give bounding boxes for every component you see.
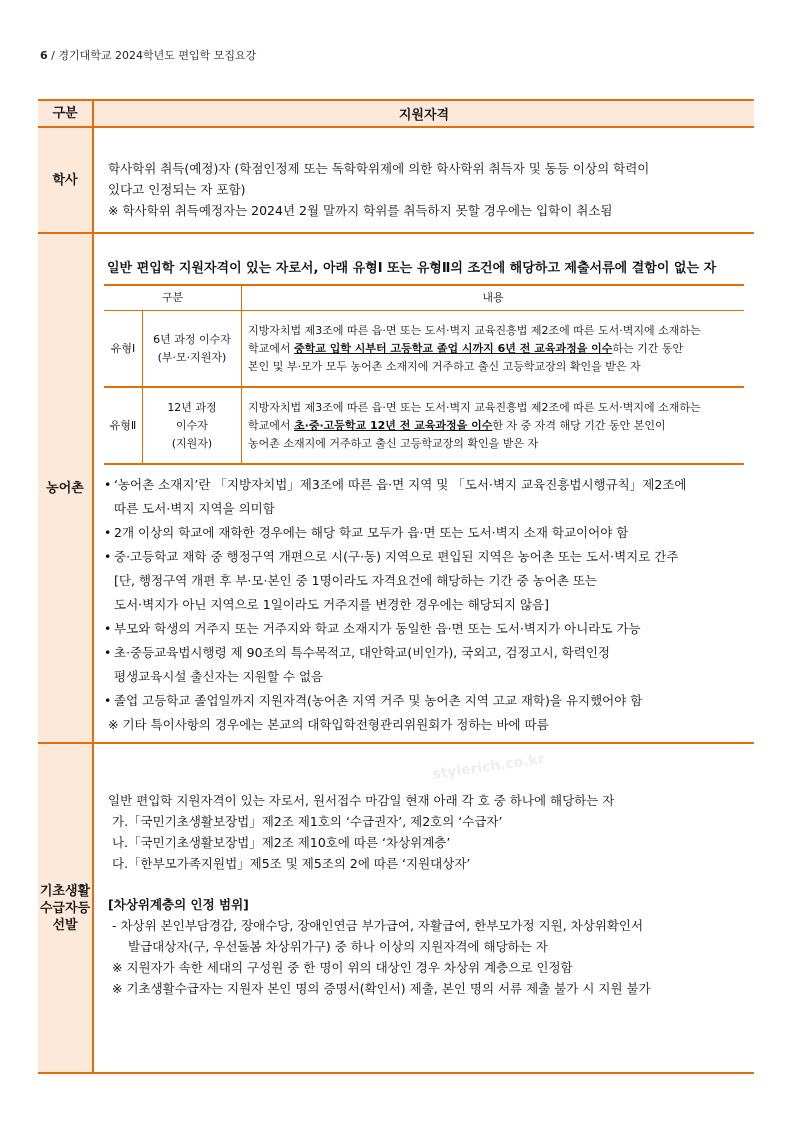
bachelor-line: 있다고 인정되는 자 포함) — [108, 182, 246, 197]
type2-underlined-text: 초·중·고등학교 12년 전 교육과정을 이수 — [294, 418, 493, 432]
type2-line — [248, 417, 738, 435]
near-poverty-heading: [차상위계층의 인정 범위] — [108, 897, 249, 912]
bullet-text: 2개 이상의 학교에 재학한 경우에는 해당 학교 모두가 읍·면 또는 도서·벽지 소재 학교이어야 함 — [114, 525, 629, 540]
basic-livelihood-content — [93, 743, 754, 1073]
type2-line-suffix: 한 자 중 자격 해당 기간 동안 본인이 — [492, 418, 666, 432]
basic-note: ※ 지원자가 속한 세대의 구성원 중 한 명이 위의 대상인 경우 차상위 계층으로 인정함 — [112, 960, 573, 975]
bullet-text: 중·고등학교 재학 중 행정구역 개편으로 시(구·동) 지역으로 편입된 지역은 농어촌 또는 도서·벽지로 간주 — [114, 549, 679, 564]
watermark: stylerich.co.kr — [431, 751, 546, 783]
basic-livelihood-row — [38, 743, 754, 1073]
type2-line: 농어촌 소재지에 거주하고 출신 고등학교장의 확인을 받은 자 — [248, 436, 539, 450]
bullet-continuation — [104, 593, 744, 617]
type2-who-line: 12년 과정 — [167, 400, 217, 414]
rural-content — [93, 233, 754, 783]
bullet-text: 따른 도서·벽지 지역을 의미함 — [114, 501, 275, 516]
rural-lead: 일반 편입학 지원자격이 있는 자로서, 아래 유형Ⅰ 또는 유형Ⅱ의 조건에 해당하고 제출서류에 결함이 없는 자 — [107, 261, 717, 276]
bullet-text: 평생교육시설 출신자는 지원할 수 없음 — [114, 669, 324, 684]
type2-label: 유형Ⅱ — [104, 387, 143, 464]
bachelor-label: 학사 — [38, 127, 93, 233]
bullet-mark: • — [104, 693, 112, 708]
type1-underlined-text: 중학교 입학 시부터 고등학교 졸업 시까지 6년 전 교육과정을 이수 — [294, 341, 613, 355]
bullet-text: ‘농어촌 소재지’란 「지방자치법」제3조에 따른 읍·면 지역 및 「도서·벽지 교육진흥법시행규칙」제2조에 — [114, 477, 687, 492]
type2-line-prefix: 학교에서 — [248, 418, 295, 432]
bullet-note — [104, 713, 744, 737]
basic-livelihood-label — [38, 743, 93, 1073]
bullet-text: [단, 행정구역 개편 후 부·모·본인 중 1명이라도 자격요건에 해당하는 기간 중 농어촌 또는 — [114, 573, 597, 588]
header-category: 구분 — [38, 100, 93, 127]
inner-header-content: 내용 — [242, 285, 745, 311]
bullet-item — [104, 521, 744, 545]
page-number: 6 — [40, 49, 48, 62]
type1-line — [248, 340, 738, 358]
bullet-item — [104, 617, 744, 641]
rural-type-table — [104, 284, 744, 465]
near-poverty-item-cont: 발급대상자(구, 우선돌봄 차상위가구) 중 하나 이상의 지원자격에 해당하는 자 — [128, 939, 548, 954]
bachelor-content — [93, 127, 754, 233]
type1-who-line: (부·모·지원자) — [157, 350, 227, 364]
bullet-continuation — [104, 569, 744, 593]
type1-who — [143, 311, 242, 388]
basic-line: 일반 편입학 지원자격이 있는 자로서, 원서접수 마감일 현재 아래 각 호 중 하나에 해당하는 자 — [108, 793, 615, 808]
type1-line-prefix: 학교에서 — [248, 341, 295, 355]
basic-item: 가.「국민기초생활보장법」제2조 제1호의 ‘수급권자’, 제2호의 ‘수급자’ — [112, 814, 503, 829]
type2-content — [242, 387, 745, 464]
label-line: 선발 — [52, 917, 78, 933]
type1-line: 본인 및 부·모가 모두 농어촌 소재지에 거주하고 출신 고등학교장의 확인을 받은 자 — [248, 359, 641, 373]
bachelor-note: ※ 학사학위 취득예정자는 2024년 2월 말까지 학위를 취득하지 못할 경우에는 입학이 취소됨 — [108, 203, 613, 218]
document-title: / 경기대학교 2024학년도 편입학 모집요강 — [51, 49, 257, 62]
inner-header-category: 구분 — [104, 285, 242, 311]
rural-bullet-list — [104, 473, 744, 737]
inner-header-row — [104, 285, 744, 311]
basic-item: 다.「한부모가족지원법」제5조 및 제5조의 2에 따른 ‘지원대상자’ — [112, 856, 471, 871]
rural-row — [38, 233, 754, 743]
bullet-continuation — [104, 497, 744, 521]
type1-line: 지방자치법 제3조에 따른 읍·면 또는 도서·벽지 교육진흥법 제2조에 따른 도서·벽지에 소재하는 — [248, 323, 701, 337]
bullet-mark: • — [104, 477, 112, 492]
near-poverty-item: - 차상위 본인부담경감, 장애수당, 장애인연금 부가급여, 자활급여, 한부모가정 지원, 차상위확인서 — [112, 918, 644, 933]
label-line: 수급자등 — [39, 900, 91, 916]
type2-line: 지방자치법 제3조에 따른 읍·면 또는 도서·벽지 교육진흥법 제2조에 따른 도서·벽지에 소재하는 — [248, 400, 701, 414]
type1-content — [242, 311, 745, 388]
bullet-mark: • — [104, 525, 112, 540]
type1-who-line: 6년 과정 이수자 — [153, 332, 231, 346]
qualification-table — [38, 99, 754, 1074]
bullet-text: 부모와 학생의 거주지 또는 거주지와 학교 소재지가 동일한 읍·면 또는 도서·벽지가 아니라도 가능 — [114, 621, 641, 636]
bachelor-line: 학사학위 취득(예정)자 (학점인정제 또는 독학학위제에 의한 학사학위 취득자 및 동등 이상의 학력이 — [108, 161, 650, 176]
basic-note: ※ 기초생활수급자는 지원자 본인 명의 증명서(확인서) 제출, 본인 명의 서류 제출 불가 시 지원 불가 — [112, 981, 651, 996]
label-line: 기초생활 — [39, 883, 91, 899]
type1-label: 유형Ⅰ — [104, 311, 143, 388]
bullet-mark: • — [104, 621, 112, 636]
bullet-text: 졸업 고등학교 졸업일까지 지원자격(농어촌 지역 거주 및 농어촌 지역 고교 재학)을 유지했어야 함 — [114, 693, 643, 708]
type2-who — [143, 387, 242, 464]
table-header-row — [38, 100, 754, 127]
page-header — [40, 47, 256, 63]
bullet-text: 도서·벽지가 아닌 지역으로 1일이라도 거주지를 변경한 경우에는 해당되지 않음] — [114, 597, 549, 612]
type2-who-line: (지원자) — [171, 436, 213, 450]
basic-item: 나.「국민기초생활보장법」제2조 제10호에 따른 ‘차상위계층’ — [112, 835, 451, 850]
bullet-item — [104, 473, 744, 497]
rural-label: 농어촌 — [38, 233, 93, 743]
type2-row — [104, 387, 744, 464]
header-qualification: 지원자격 — [93, 100, 754, 127]
bullet-mark: • — [104, 549, 112, 564]
note-text: ※ 기타 특이사항의 경우에는 본교의 대학입학전형관리위원회가 정하는 바에 따름 — [108, 717, 549, 732]
bullet-mark: • — [104, 645, 112, 660]
type1-row — [104, 311, 744, 388]
bachelor-row — [38, 127, 754, 233]
bullet-item — [104, 689, 744, 713]
bullet-text: 초·중등교육법시행령 제 90조의 특수목적고, 대안학교(비인가), 국외고, 검정고시, 학력인정 — [114, 645, 610, 660]
bullet-item — [104, 545, 744, 569]
type1-line-suffix: 하는 기간 동안 — [612, 341, 684, 355]
bullet-continuation — [104, 665, 744, 689]
bullet-item — [104, 641, 744, 665]
type2-who-line: 이수자 — [176, 418, 208, 432]
